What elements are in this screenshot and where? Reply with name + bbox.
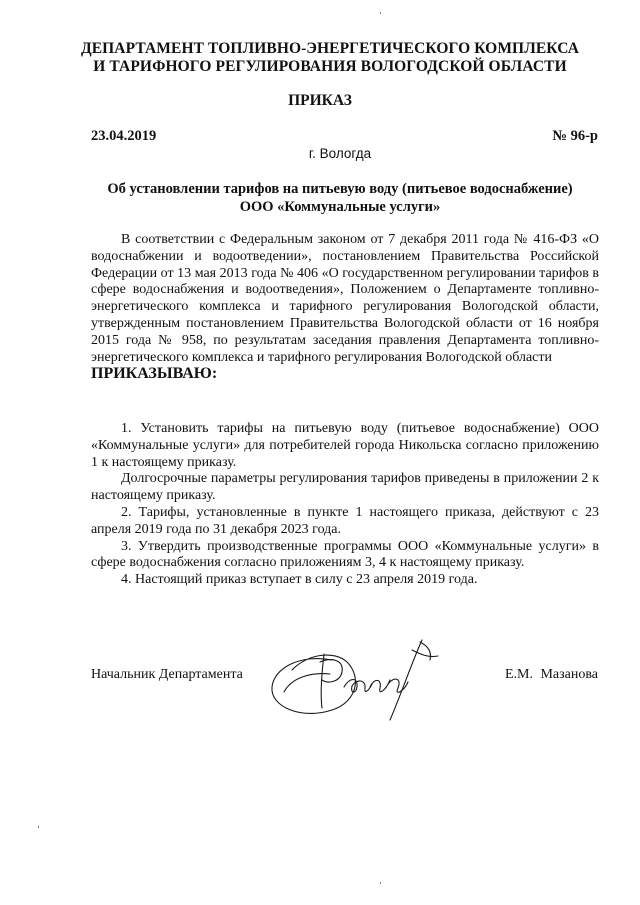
signer-name: Е.М. Мазанова	[504, 667, 598, 682]
order-item: 3. Утвердить производственные программы ООО «Коммунальные услуги» в сфере водоснабжения согласно приложениям 3, 4 к настоящему приказу.	[91, 538, 599, 571]
subject-line-1: Об установлении тарифов на питьевую воду (питьевое водоснабжение)	[107, 181, 573, 197]
document-date: 23.04.2019	[91, 128, 157, 144]
order-item: 1. Установить тарифы на питьевую воду (питьевое водоснабжение) ООО «Коммунальные услуги» для потребителей города Никольска согласно приложению 1 к настоящему приказу.	[91, 421, 599, 470]
scan-speck	[380, 882, 381, 884]
document-subject	[70, 180, 610, 216]
order-items	[91, 421, 599, 589]
preamble-block	[91, 232, 599, 383]
order-item: 2. Тарифы, установленные в пункте 1 настоящего приказа, действуют с 23 апреля 2019 года по 31 декабря 2023 года.	[91, 504, 599, 537]
signer-title: Начальник Департамента	[91, 667, 243, 682]
department-header	[60, 40, 600, 76]
preamble-text: В соответствии с Федеральным законом от 7 декабря 2011 года № 416-ФЗ «О водоснабжении и водоотведении», постановлением Правительства Российской Федерации от 13 мая 2013 года № 406 «О государственном регулировании тарифов в сфере водоснабжения и водоотведения», Положением о Департаменте топливно-энергетического комплекса и тарифного регулирования Вологодской области, утвержденным постановлением Правительства Вологодской области от 16 ноября 2015 года № 958, по результатам заседания правления Департамента топливно-энергетического комплекса и тарифного регулирования Вологодской области	[91, 232, 599, 365]
header-line-1: ДЕПАРТАМЕНТ ТОПЛИВНО-ЭНЕРГЕТИЧЕСКОГО КОМПЛЕКСА	[80, 40, 580, 57]
scan-speck	[38, 826, 39, 828]
handwritten-signature	[262, 632, 462, 727]
order-item: Долгосрочные параметры регулирования тарифов приведены в приложении 2 к настоящему приказу.	[91, 471, 599, 504]
document-number: № 96-р	[552, 128, 598, 144]
document-type: ПРИКАЗ	[288, 92, 352, 109]
header-line-2: И ТАРИФНОГО РЕГУЛИРОВАНИЯ ВОЛОГОДСКОЙ ОБЛАСТИ	[93, 58, 567, 75]
scan-speck	[380, 12, 381, 14]
document-city: г. Вологда	[308, 146, 372, 161]
subject-line-2: ООО «Коммунальные услуги»	[239, 199, 441, 215]
command-word: ПРИКАЗЫВАЮ:	[91, 365, 218, 383]
order-item: 4. Настоящий приказ вступает в силу с 23 апреля 2019 года.	[121, 572, 478, 588]
